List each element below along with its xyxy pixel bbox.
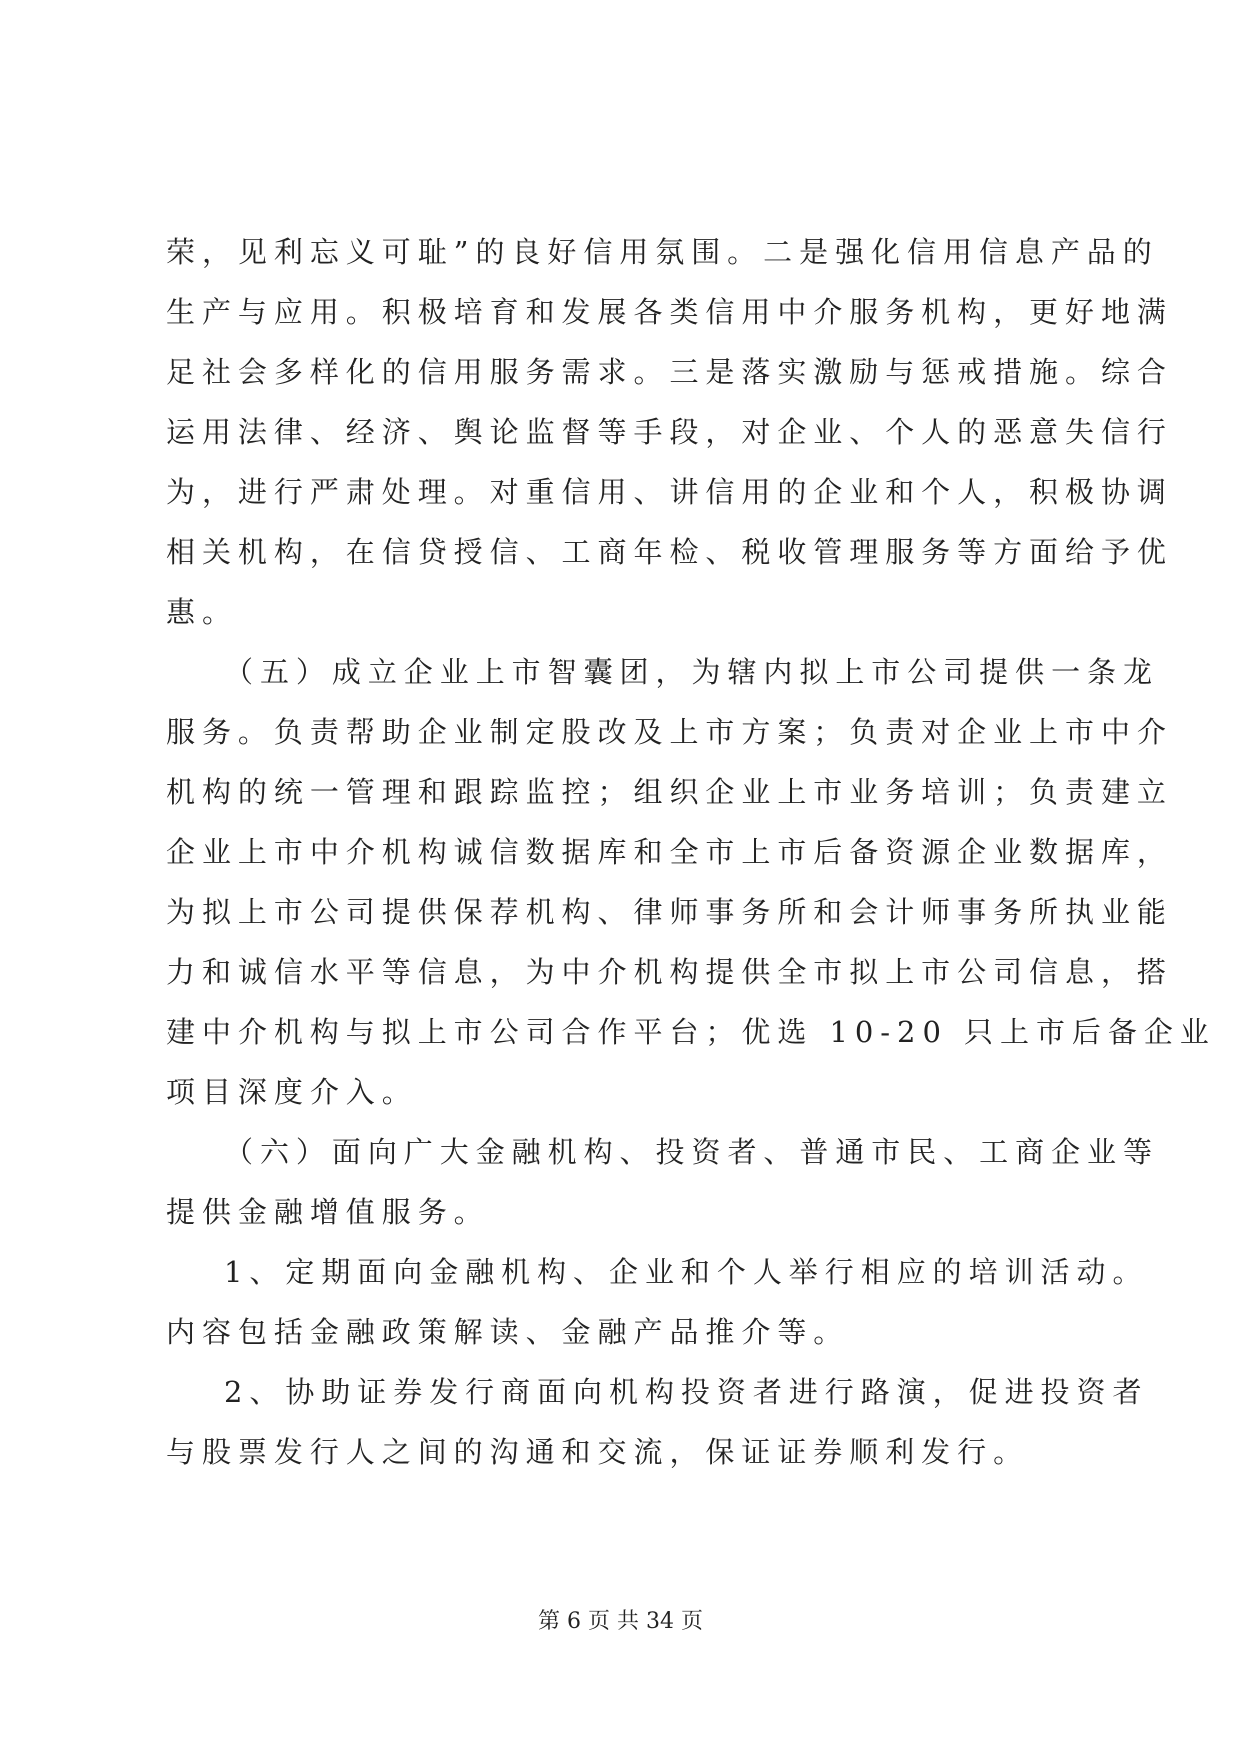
text-line: 为，进行严肃处理。对重信用、讲信用的企业和个人，积极协调 [166, 475, 1173, 509]
text-line: 荣，见利忘义可耻”的良好信用氛围。二是强化信用信息产品的 [166, 235, 1159, 269]
text-line: 1、定期面向金融机构、企业和个人举行相应的培训活动。 [224, 1255, 1149, 1289]
text-line: 与股票发行人之间的沟通和交流，保证证券顺利发行。 [166, 1435, 1030, 1469]
text-line: 力和诚信水平等信息，为中介机构提供全市拟上市公司信息，搭 [166, 955, 1173, 989]
text-line: 机构的统一管理和跟踪监控；组织企业上市业务培训；负责建立 [166, 775, 1173, 809]
text-line: 运用法律、经济、舆论监督等手段，对企业、个人的恶意失信行 [166, 415, 1173, 449]
text-line: 建中介机构与拟上市公司合作平台；优选 10-20 只上市后备企业 [166, 1015, 1216, 1049]
text-line: 项目深度介入。 [166, 1075, 418, 1109]
text-line: 企业上市中介机构诚信数据库和全市上市后备资源企业数据库， [166, 835, 1173, 869]
text-line: （六）面向广大金融机构、投资者、普通市民、工商企业等 [224, 1135, 1159, 1169]
page-number: 第 6 页 共 34 页 [538, 1609, 703, 1634]
text-line: 为拟上市公司提供保荐机构、律师事务所和会计师事务所执业能 [166, 895, 1173, 929]
page-footer [0, 1604, 1241, 1635]
text-line: 2、协助证券发行商面向机构投资者进行路演，促进投资者 [224, 1375, 1149, 1409]
text-line: （五）成立企业上市智囊团，为辖内拟上市公司提供一条龙 [224, 655, 1159, 689]
text-line: 相关机构，在信贷授信、工商年检、税收管理服务等方面给予优 [166, 535, 1173, 569]
text-line: 惠。 [166, 595, 238, 629]
document-body [166, 222, 1216, 1482]
text-line: 服务。负责帮助企业制定股改及上市方案；负责对企业上市中介 [166, 715, 1173, 749]
text-line: 提供金融增值服务。 [166, 1195, 490, 1229]
text-line: 内容包括金融政策解读、金融产品推介等。 [166, 1315, 850, 1349]
text-line: 足社会多样化的信用服务需求。三是落实激励与惩戒措施。综合 [166, 355, 1173, 389]
text-line: 生产与应用。积极培育和发展各类信用中介服务机构，更好地满 [166, 295, 1173, 329]
